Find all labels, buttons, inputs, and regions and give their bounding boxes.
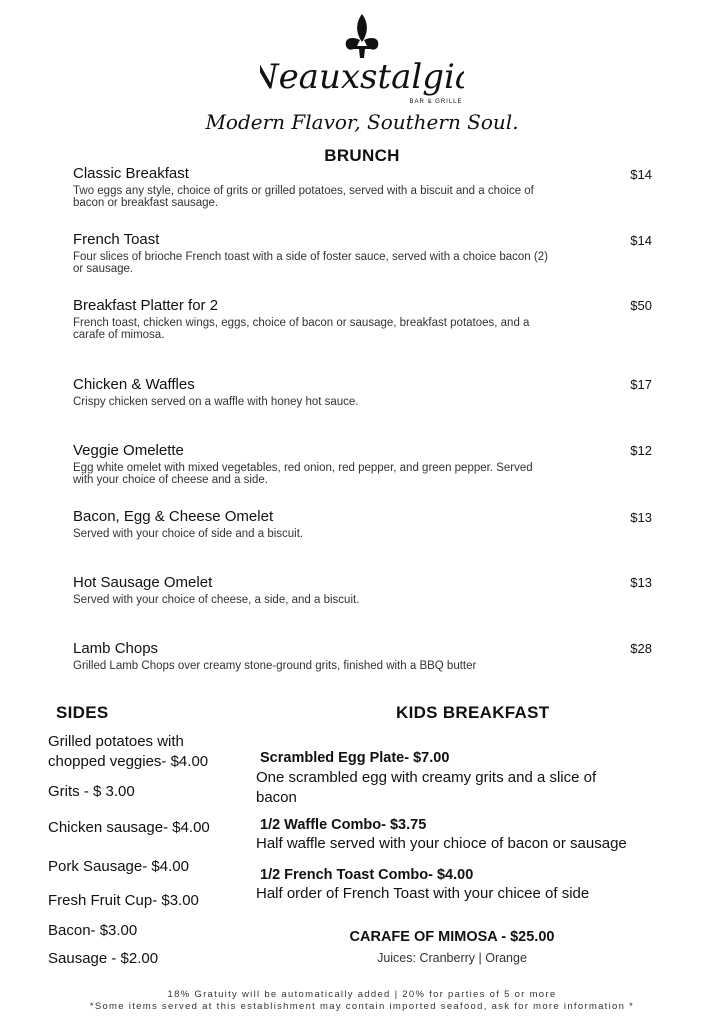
kids-item-description: Half waffle served with your chioce of bacon or sausage (256, 835, 627, 852)
item-price: $14 (630, 167, 652, 182)
side-item: chopped veggies- $4.00 (48, 753, 209, 770)
restaurant-logo (260, 10, 464, 110)
item-price: $13 (630, 575, 652, 590)
kids-item-name: Scrambled Egg Plate- $7.00 (260, 750, 450, 766)
fleur-de-lis-icon (260, 10, 464, 110)
item-description: Served with your choice of side and a biscuit. (73, 528, 304, 540)
item-price: $14 (630, 233, 652, 248)
brunch-item-hot-sausage (73, 574, 673, 606)
brunch-item-veggie-omelette (73, 442, 673, 486)
brunch-item-lamb-chops (73, 640, 673, 672)
item-description: French toast, chicken wings, eggs, choice of bacon or sausage, breakfast potatoes, and a carafe of mimosa. (73, 317, 530, 341)
item-name: Lamb Chops (73, 640, 159, 657)
side-item: Fresh Fruit Cup- $3.00 (48, 892, 199, 909)
brunch-item-breakfast-platter (73, 297, 673, 341)
side-item: Pork Sausage- $4.00 (48, 858, 189, 875)
item-price: $28 (630, 641, 652, 656)
item-name: French Toast (73, 231, 160, 248)
item-price: $50 (630, 298, 652, 313)
footer-gratuity-note: 18% Gratuity will be automatically added | 20% for parties of 5 or more (167, 989, 557, 1000)
kids-section-title: KIDS BREAKFAST (396, 703, 550, 722)
brunch-item-french-toast (73, 231, 673, 275)
tagline: Modern Flavor, Southern Soul. (205, 110, 519, 134)
item-description: Egg white omelet with mixed vegetables, red onion, red pepper, and green pepper. Served with your choice of cheese and a side. (73, 462, 533, 486)
item-description: Two eggs any style, choice of grits or grilled potatoes, served with a biscuit and a choice of bacon or breakfast sausage. (73, 185, 534, 209)
side-item: Sausage - $2.00 (48, 950, 159, 967)
brunch-item-chicken-waffles (73, 376, 673, 408)
side-item: Bacon- $3.00 (48, 922, 138, 939)
kids-item-description: Half order of French Toast with your chicee of side (256, 885, 590, 902)
item-name: Veggie Omelette (73, 442, 184, 459)
item-description: Crispy chicken served on a waffle with honey hot sauce. (73, 396, 359, 408)
item-price: $12 (630, 443, 652, 458)
item-name: Bacon, Egg & Cheese Omelet (73, 508, 274, 525)
item-name: Chicken & Waffles (73, 376, 195, 393)
kids-item-name: 1/2 Waffle Combo- $3.75 (260, 817, 427, 833)
brunch-item-bacon-egg-cheese (73, 508, 673, 540)
mimosa-title: CARAFE OF MIMOSA - $25.00 (349, 929, 555, 945)
side-item: Grilled potatoes with (48, 733, 184, 750)
item-description: Served with your choice of cheese, a side, and a biscuit. (73, 594, 360, 606)
mimosa-juices: Juices: Cranberry | Orange (377, 951, 527, 965)
item-name: Hot Sausage Omelet (73, 574, 213, 591)
item-name: Breakfast Platter for 2 (73, 297, 219, 314)
logo-subtitle: BAR & GRILLE (409, 99, 463, 105)
item-description: Grilled Lamb Chops over creamy stone-ground grits, finished with a BBQ butter (73, 660, 477, 672)
item-description: Four slices of brioche French toast with a side of foster sauce, served with a choice bacon (2) or sausage. (73, 251, 548, 275)
sides-section-title: SIDES (56, 703, 109, 722)
side-item: Grits - $ 3.00 (48, 783, 135, 800)
item-price: $17 (630, 377, 652, 392)
footer-seafood-note: *Some items served at this establishment may contain imported seafood, ask for more information * (89, 1001, 635, 1012)
kids-item-name: 1/2 French Toast Combo- $4.00 (260, 867, 474, 883)
brunch-item-classic-breakfast (73, 165, 673, 209)
side-item: Chicken sausage- $4.00 (48, 819, 210, 836)
kids-item-description: One scrambled egg with creamy grits and a slice of bacon (256, 769, 597, 806)
item-name: Classic Breakfast (73, 165, 189, 182)
brunch-section-title: BRUNCH (324, 146, 400, 165)
item-price: $13 (630, 510, 652, 525)
logo-script-text: Neauxstalgia (260, 57, 464, 97)
